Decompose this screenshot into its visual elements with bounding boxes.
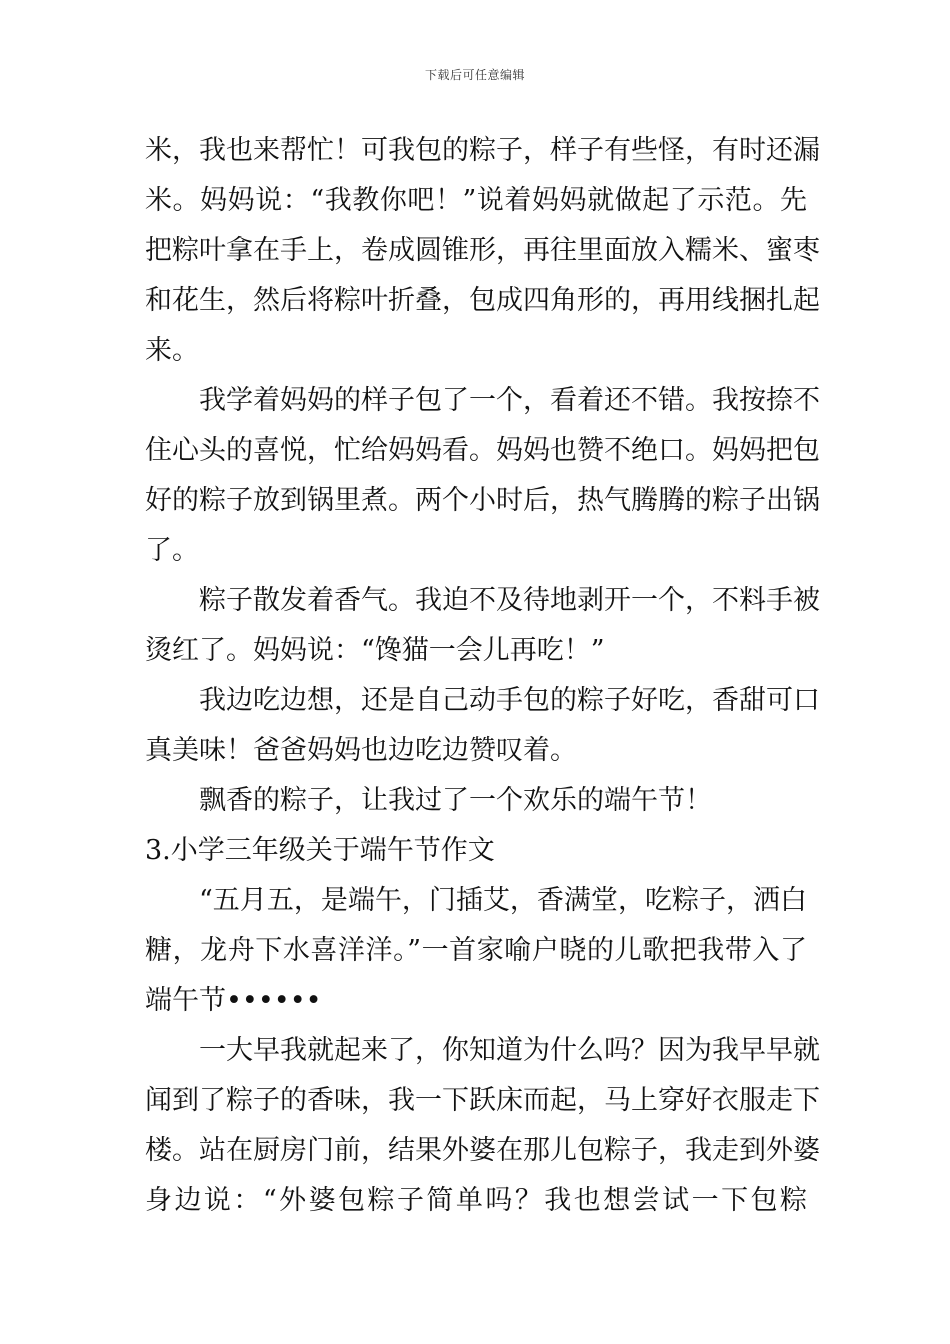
text-line: 真美味！爸爸妈妈也边吃边赞叹着。: [145, 735, 577, 766]
paragraph-first-line: 我边吃边想，还是自己动手包的粽子好吃，香甜可口: [199, 685, 820, 716]
text-line: 把粽叶拿在手上，卷成圆锥形，再往里面放入糯米、蜜枣: [145, 235, 820, 266]
text-line: 楼。站在厨房门前，结果外婆在那儿包粽子，我走到外婆: [145, 1135, 820, 1166]
text-line: 糖，龙舟下水喜洋洋。”一首家喻户晓的儿歌把我带入了: [145, 935, 807, 966]
paragraph-first-line: 粽子散发着香气。我迫不及待地剥开一个，不料手被: [199, 585, 820, 616]
paragraph-first-line: “五月五，是端午，门插艾，香满堂，吃粽子，洒白: [199, 885, 807, 916]
text-line: 来。: [145, 335, 199, 366]
text-line: 米。妈妈说：“我教你吧！”说着妈妈就做起了示范。先: [145, 185, 807, 216]
text-line: 烫红了。妈妈说：“馋猫一会儿再吃！”: [145, 635, 605, 666]
paragraph-first-line: 一大早我就起来了，你知道为什么吗？因为我早早就: [199, 1035, 820, 1066]
page-header: 下载后可任意编辑: [424, 68, 525, 82]
document-body: [145, 126, 820, 1226]
section-heading: 3.小学三年级关于端午节作文: [145, 835, 495, 866]
text-line: 端午节••••••: [145, 985, 322, 1016]
text-line: 身边说：“外婆包粽子简单吗？我也想尝试一下包粽: [145, 1185, 807, 1216]
paragraph-first-line: 飘香的粽子，让我过了一个欢乐的端午节！: [199, 785, 712, 816]
text-line: 好的粽子放到锅里煮。两个小时后，热气腾腾的粽子出锅: [145, 485, 820, 516]
text-line: 和花生，然后将粽叶折叠，包成四角形的，再用线捆扎起: [145, 285, 820, 316]
text-line: 住心头的喜悦，忙给妈妈看。妈妈也赞不绝口。妈妈把包: [145, 435, 820, 466]
text-line: 了。: [145, 535, 199, 566]
text-line: 米，我也来帮忙！可我包的粽子，样子有些怪，有时还漏: [145, 135, 820, 166]
paragraph-first-line: 我学着妈妈的样子包了一个，看着还不错。我按捺不: [199, 385, 820, 416]
text-line: 闻到了粽子的香味，我一下跃床而起，马上穿好衣服走下: [145, 1085, 820, 1116]
